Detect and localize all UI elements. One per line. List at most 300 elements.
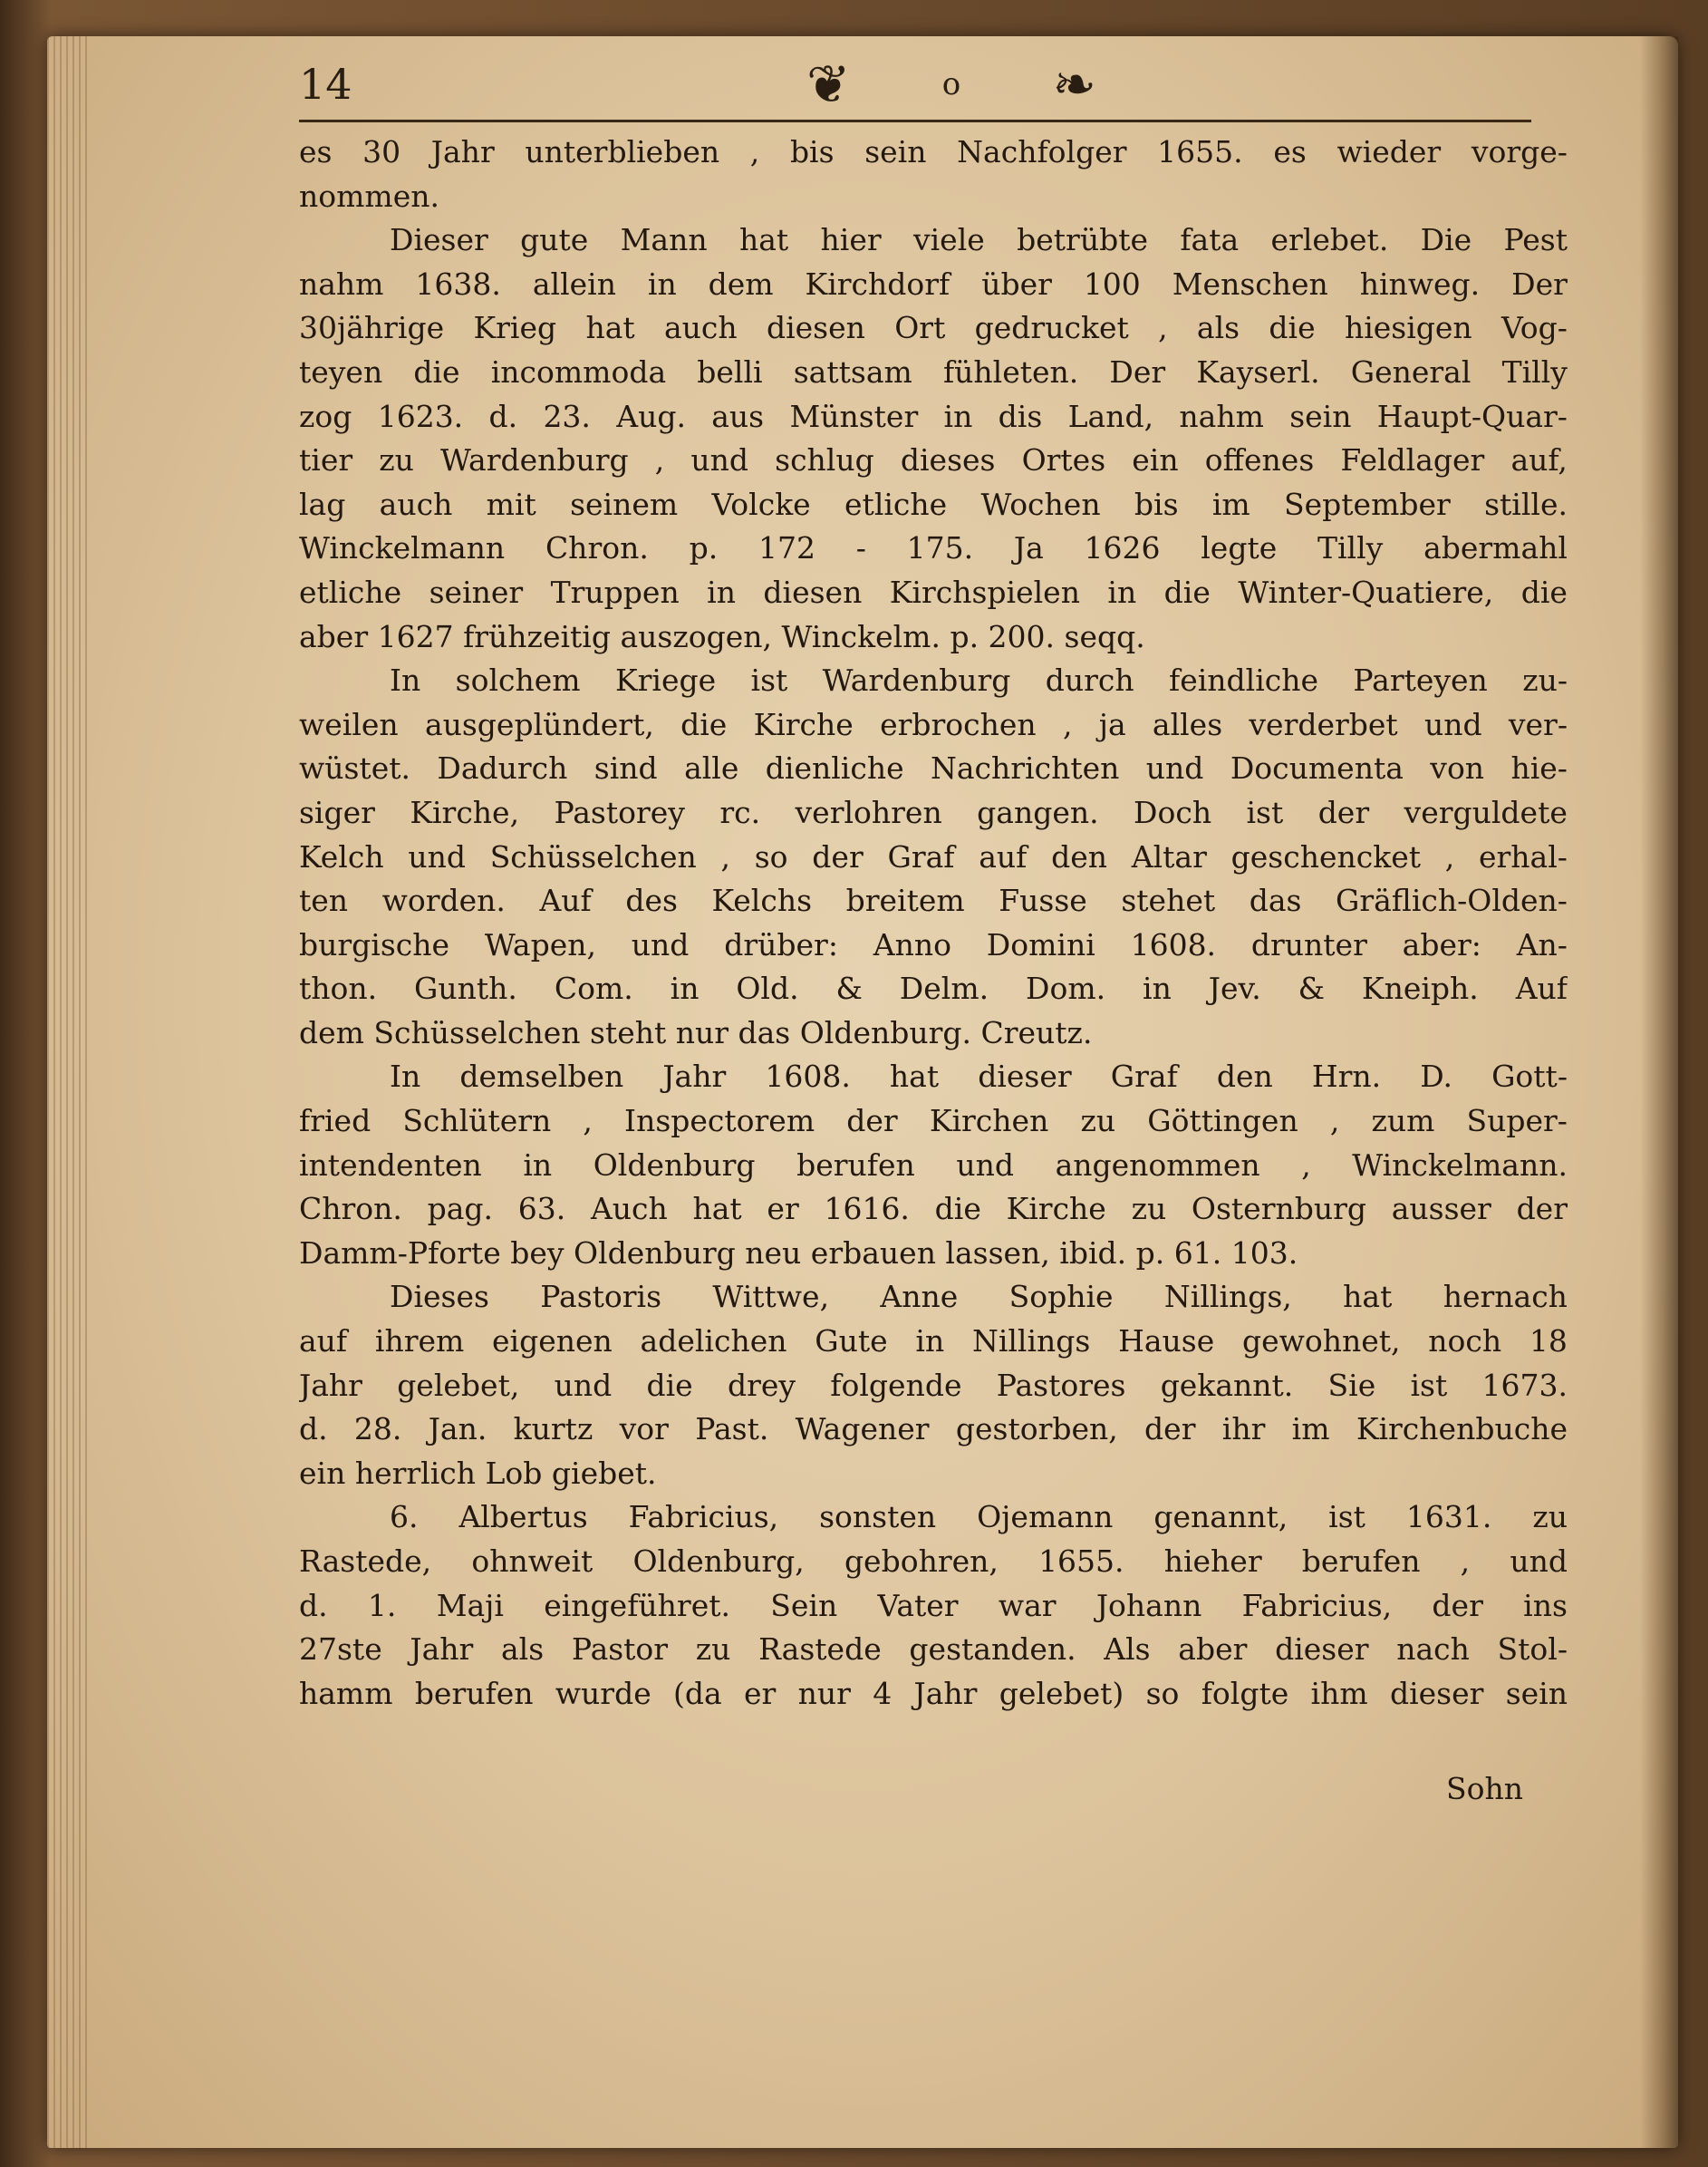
word: Als	[1104, 1631, 1151, 1668]
word: Kirchdorf	[805, 266, 950, 302]
word: bis	[1134, 486, 1179, 522]
word: 1655.	[1038, 1543, 1124, 1579]
text-line	[299, 131, 1568, 175]
word: drüber:	[724, 926, 838, 963]
word: gangen.	[977, 794, 1099, 830]
word: Kriege	[614, 663, 717, 699]
word: drunter	[1250, 926, 1367, 963]
word: -	[855, 530, 866, 566]
word: Göttingen	[1147, 1103, 1298, 1139]
word: verderbet	[1249, 706, 1398, 742]
word: allein	[532, 266, 616, 302]
word: 30jährige	[299, 310, 445, 346]
word: unterblieben	[525, 134, 720, 169]
word: alle	[684, 750, 739, 787]
word: Rastede,	[299, 1543, 432, 1579]
word: wieder	[1336, 134, 1442, 169]
word: Pest	[1503, 222, 1568, 258]
word: Pastor	[571, 1631, 669, 1668]
word: Osternburg	[1191, 1191, 1367, 1227]
word: Pastores	[996, 1367, 1126, 1403]
word: Gunth.	[414, 971, 517, 1007]
word: Graf	[887, 838, 955, 875]
word: den	[1216, 1059, 1273, 1095]
word: Ortes	[1021, 442, 1106, 479]
word: gelebet)	[999, 1675, 1124, 1711]
word: des	[625, 883, 678, 919]
word: zu	[1532, 1499, 1568, 1535]
line-text: aber 1627 frühzeitig auszogen, Winckelm. p. 200. seqq.	[299, 618, 1145, 654]
word: im	[1291, 1411, 1330, 1447]
word: etliche	[844, 486, 948, 522]
word: Jahr	[662, 1059, 727, 1095]
word: eigenen	[492, 1323, 613, 1359]
text-line	[299, 1320, 1568, 1364]
word: Dom.	[1026, 971, 1106, 1007]
word: rc.	[719, 794, 761, 830]
fleuron-right-icon: ❧	[1052, 53, 1096, 115]
word: feindliche	[1168, 663, 1319, 699]
word: ,	[720, 838, 731, 875]
word: Inspectorem	[624, 1103, 815, 1139]
word: gekannt.	[1160, 1367, 1294, 1403]
word: der	[1516, 1191, 1568, 1227]
word: und	[408, 838, 466, 875]
word: die	[1520, 574, 1568, 610]
word: Kelchs	[711, 883, 813, 919]
word: Sein	[770, 1587, 838, 1623]
word: Winter-Quatiere,	[1238, 574, 1494, 610]
word: ist	[750, 663, 788, 699]
word: Aug.	[616, 398, 686, 434]
text-line	[299, 571, 1568, 615]
word: Fabricius,	[1241, 1587, 1393, 1623]
text-line	[299, 1099, 1568, 1144]
word: ist	[1246, 794, 1284, 830]
word: gestorben,	[955, 1411, 1118, 1447]
word: Auf	[539, 883, 592, 919]
word: ,	[583, 1103, 593, 1139]
word: hie-	[1510, 750, 1568, 787]
word: die	[934, 1191, 981, 1227]
word: 23.	[543, 398, 591, 434]
word: ,	[654, 442, 665, 479]
word: dieses	[900, 442, 996, 479]
word: zu	[379, 442, 414, 479]
word: Wagener	[795, 1411, 930, 1447]
word: Old.	[736, 971, 799, 1007]
word: wüstet.	[299, 750, 410, 787]
word: als	[1196, 310, 1240, 346]
word: er	[744, 1675, 777, 1711]
text-line	[299, 1495, 1568, 1540]
word: hinweg.	[1359, 266, 1481, 302]
word: solchem	[455, 663, 581, 699]
word: Der	[1109, 353, 1166, 390]
word: hat	[585, 310, 635, 346]
word: hiesigen	[1344, 310, 1472, 346]
word: ausgeplündert,	[424, 706, 654, 742]
word: der	[1432, 1587, 1483, 1623]
body-text	[299, 131, 1568, 1716]
text-line	[299, 703, 1568, 748]
word: nahm	[299, 266, 384, 302]
word: Jev.	[1208, 971, 1261, 1007]
word: Mann	[620, 222, 708, 258]
word: ist	[1410, 1367, 1448, 1403]
word: das	[1249, 883, 1302, 919]
word: ihrem	[374, 1323, 465, 1359]
word: sind	[593, 750, 658, 787]
word: ein	[1132, 442, 1179, 479]
word: Maji	[436, 1587, 504, 1623]
text-line	[299, 1408, 1568, 1452]
word: Graf	[1110, 1059, 1178, 1095]
word: vor	[619, 1411, 669, 1447]
word: etliche	[299, 574, 402, 610]
word: 1655.	[1157, 134, 1243, 169]
word: gebohren,	[844, 1543, 999, 1579]
word: Kirchspielen	[889, 574, 1080, 610]
word: Winckelmann	[299, 530, 506, 566]
word: hat	[889, 1059, 940, 1095]
word: zu	[1131, 1191, 1167, 1227]
text-line	[299, 879, 1568, 924]
page-edges	[47, 36, 89, 2148]
word: Ojemann	[977, 1499, 1114, 1535]
word: Stol-	[1497, 1631, 1568, 1668]
word: 1631.	[1405, 1499, 1492, 1535]
word: fata	[1180, 222, 1240, 258]
word: in	[647, 266, 677, 302]
word: teyen	[299, 353, 383, 390]
text-line	[299, 395, 1568, 440]
word: ohnweit	[471, 1543, 593, 1579]
word: 63.	[517, 1191, 566, 1227]
word: sattsam	[793, 353, 912, 390]
word: 100	[1083, 266, 1141, 302]
text-line	[299, 1232, 1568, 1276]
word: ,	[1301, 1146, 1311, 1183]
word: dem	[708, 266, 774, 302]
word: Hrn.	[1311, 1059, 1382, 1095]
word: Dieses	[390, 1279, 489, 1315]
word: zu-	[1522, 663, 1568, 699]
word: ja	[1098, 706, 1126, 742]
word: Schlütern	[402, 1103, 552, 1139]
word: viele	[912, 222, 985, 258]
word: incommoda	[490, 353, 667, 390]
word: Wardenburg	[822, 663, 1011, 699]
word: In	[390, 1059, 421, 1095]
line-text: Damm-Pforte bey Oldenburg neu erbauen lassen, ibid. p. 61. 103.	[299, 1234, 1298, 1271]
word: Vater	[877, 1587, 959, 1623]
word: burgische	[299, 926, 450, 963]
word: Krieg	[473, 310, 557, 346]
word: Jahr	[410, 1631, 474, 1668]
text-line	[299, 791, 1568, 836]
word: fühleten.	[942, 353, 1079, 390]
text-line	[299, 351, 1568, 395]
word: Wochen	[980, 486, 1101, 522]
ornament-center: o	[941, 66, 961, 102]
word: hieher	[1163, 1543, 1262, 1579]
word: gewohnet,	[1241, 1323, 1401, 1359]
word: ausser	[1391, 1191, 1491, 1227]
word: legte	[1201, 530, 1278, 566]
word: die	[680, 706, 728, 742]
word: war	[998, 1587, 1057, 1623]
book-gutter	[1640, 36, 1678, 2148]
word: zu	[1080, 1103, 1116, 1139]
word: dienliche	[765, 750, 904, 787]
word: belli	[697, 353, 763, 390]
word: 4	[873, 1675, 893, 1711]
word: stehet	[1121, 883, 1216, 919]
word: breitem	[845, 883, 965, 919]
word: die	[1163, 574, 1211, 610]
word: 1.	[367, 1587, 397, 1623]
header-rule	[299, 120, 1531, 122]
word: Delm.	[899, 971, 989, 1007]
line-text: dem Schüsselchen steht nur das Oldenburg. Creutz.	[299, 1014, 1093, 1050]
word: 1638.	[415, 266, 501, 302]
word: von	[1430, 750, 1485, 787]
word: im	[1211, 486, 1250, 522]
word: hat	[738, 222, 789, 258]
word: Truppen	[550, 574, 680, 610]
page-number: 14	[299, 60, 352, 109]
word: in	[943, 398, 973, 434]
word: geschencket	[1230, 838, 1422, 875]
word: 175.	[906, 530, 974, 566]
word: Menschen	[1172, 266, 1328, 302]
word: General	[1350, 353, 1472, 390]
text-line	[299, 1672, 1568, 1717]
word: Kirche	[753, 706, 854, 742]
text-line	[299, 527, 1568, 571]
fleuron-left-icon: ❦	[806, 53, 851, 115]
word: in	[1143, 971, 1172, 1007]
word: betrübte	[1017, 222, 1148, 258]
word: Nachfolger	[957, 134, 1127, 169]
word: Tilly	[1317, 530, 1384, 566]
word: Gute	[815, 1323, 888, 1359]
word: 1626	[1084, 530, 1161, 566]
text-line	[299, 1452, 1568, 1496]
word: verlohren	[795, 794, 942, 830]
header-ornament	[806, 53, 1096, 116]
word: seiner	[429, 574, 524, 610]
word: erbrochen	[880, 706, 1037, 742]
word: tier	[299, 442, 353, 479]
word: Der	[1511, 266, 1568, 302]
word: 1608.	[1130, 926, 1217, 963]
text-line	[299, 1584, 1568, 1629]
word: schlug	[775, 442, 874, 479]
word: sein	[864, 134, 927, 169]
word: ,	[749, 134, 760, 169]
text-line	[299, 263, 1568, 307]
word: offenes	[1204, 442, 1315, 479]
word: Haupt-Quar-	[1376, 398, 1568, 434]
word: Albertus	[458, 1499, 588, 1535]
word: der	[1317, 794, 1370, 830]
word: abermahl	[1423, 530, 1568, 566]
text-line	[299, 1364, 1568, 1408]
word: Land,	[1067, 398, 1154, 434]
word: Gott-	[1491, 1059, 1568, 1095]
word: der	[1144, 1411, 1196, 1447]
word: Chron.	[299, 1191, 402, 1227]
word: nahm	[1179, 398, 1264, 434]
word: berufen	[414, 1675, 534, 1711]
page-header	[299, 53, 1531, 118]
word: und	[1510, 1543, 1568, 1579]
word: erhal-	[1478, 838, 1568, 875]
word: (da	[673, 1675, 722, 1711]
word: und	[1423, 706, 1482, 742]
word: Gräflich-Olden-	[1336, 883, 1568, 919]
text-line	[299, 1275, 1568, 1320]
word: ,	[1460, 1543, 1471, 1579]
word: Dieser	[390, 222, 488, 258]
text-line	[299, 175, 1568, 219]
word: Domini	[986, 926, 1095, 963]
word: Johann	[1095, 1587, 1202, 1623]
word: Doch	[1134, 794, 1212, 830]
word: 27ste	[299, 1631, 382, 1668]
text-line	[299, 218, 1568, 263]
word: es	[299, 134, 333, 169]
word: Oldenburg,	[632, 1543, 805, 1579]
word: berufen	[1301, 1543, 1421, 1579]
word: verguldete	[1404, 794, 1568, 830]
word: Volcke	[711, 486, 811, 522]
word: Pastorey	[554, 794, 685, 830]
text-line	[299, 924, 1568, 968]
word: Dadurch	[437, 750, 568, 787]
word: genannt,	[1153, 1499, 1288, 1535]
word: Nachrichten	[931, 750, 1120, 787]
word: Feldlager	[1340, 442, 1485, 479]
word: &	[1298, 971, 1326, 1007]
word: September	[1284, 486, 1451, 522]
word: 1608.	[765, 1059, 851, 1095]
word: und	[631, 926, 690, 963]
word: drey	[727, 1367, 796, 1403]
word: d.	[299, 1411, 328, 1447]
word: berufen	[796, 1146, 915, 1183]
word: Jan.	[428, 1411, 487, 1447]
word: ten	[299, 883, 349, 919]
word: in	[523, 1146, 553, 1183]
word: &	[835, 971, 863, 1007]
word: ihr	[1221, 1411, 1266, 1447]
word: und	[1145, 750, 1204, 787]
word: Parteyen	[1353, 663, 1488, 699]
word: in	[670, 971, 700, 1007]
word: Kirche	[1006, 1191, 1106, 1227]
word: so	[754, 838, 788, 875]
word: Wardenburg	[439, 442, 629, 479]
line-text: nommen.	[299, 178, 439, 214]
word: aus	[711, 398, 765, 434]
text-line	[299, 306, 1568, 351]
word: D.	[1420, 1059, 1452, 1095]
text-line	[299, 1628, 1568, 1672]
word: vorge-	[1471, 134, 1568, 169]
word: auf	[979, 838, 1028, 875]
word: adelichen	[640, 1323, 787, 1359]
word: ,	[1444, 838, 1455, 875]
text-line	[299, 1187, 1568, 1232]
word: zog	[299, 398, 352, 434]
word: Sie	[1327, 1367, 1376, 1403]
word: Kirche,	[410, 794, 520, 830]
word: folgende	[830, 1367, 962, 1403]
word: Winckelmann.	[1352, 1146, 1568, 1183]
word: ver-	[1508, 706, 1568, 742]
word: gelebet,	[397, 1367, 520, 1403]
word: Anno	[873, 926, 951, 963]
catchword: Sohn	[1446, 1771, 1523, 1806]
word: erlebet.	[1270, 222, 1389, 258]
text-line	[299, 967, 1568, 1011]
word: lag	[299, 486, 346, 522]
word: Nillings	[971, 1323, 1091, 1359]
word: Com.	[554, 971, 633, 1007]
word: dieser	[1275, 1631, 1369, 1668]
word: gute	[520, 222, 589, 258]
word: aber	[1178, 1631, 1248, 1668]
word: ,	[1062, 706, 1073, 742]
text-line	[299, 439, 1568, 483]
word: hamm	[299, 1675, 393, 1711]
word: auch	[663, 310, 738, 346]
word: In	[390, 663, 421, 699]
word: Vog-	[1501, 310, 1568, 346]
word: 18	[1529, 1323, 1568, 1359]
word: Fusse	[999, 883, 1087, 919]
word: fried	[299, 1103, 372, 1139]
word: Ja	[1013, 530, 1044, 566]
word: die	[646, 1367, 693, 1403]
word: Chron.	[545, 530, 649, 566]
word: Rastede	[758, 1631, 882, 1668]
word: durch	[1045, 663, 1134, 699]
word: ,	[1329, 1103, 1340, 1139]
word: alles	[1152, 706, 1223, 742]
word: zu	[695, 1631, 731, 1668]
word: Oldenburg	[593, 1146, 756, 1183]
word: folgte	[1201, 1675, 1289, 1711]
word: Super-	[1466, 1103, 1568, 1139]
word: Pastoris	[540, 1279, 662, 1315]
word: hernach	[1443, 1279, 1568, 1315]
word: stille.	[1484, 486, 1568, 522]
word: den	[1051, 838, 1108, 875]
word: der	[846, 1103, 898, 1139]
word: aber:	[1402, 926, 1481, 963]
word: Tilly	[1501, 353, 1568, 390]
word: hier	[820, 222, 882, 258]
word: An-	[1516, 926, 1568, 963]
word: Kayserl.	[1196, 353, 1320, 390]
text-line	[299, 1011, 1568, 1056]
word: auf	[299, 1323, 348, 1359]
word: thon.	[299, 971, 378, 1007]
